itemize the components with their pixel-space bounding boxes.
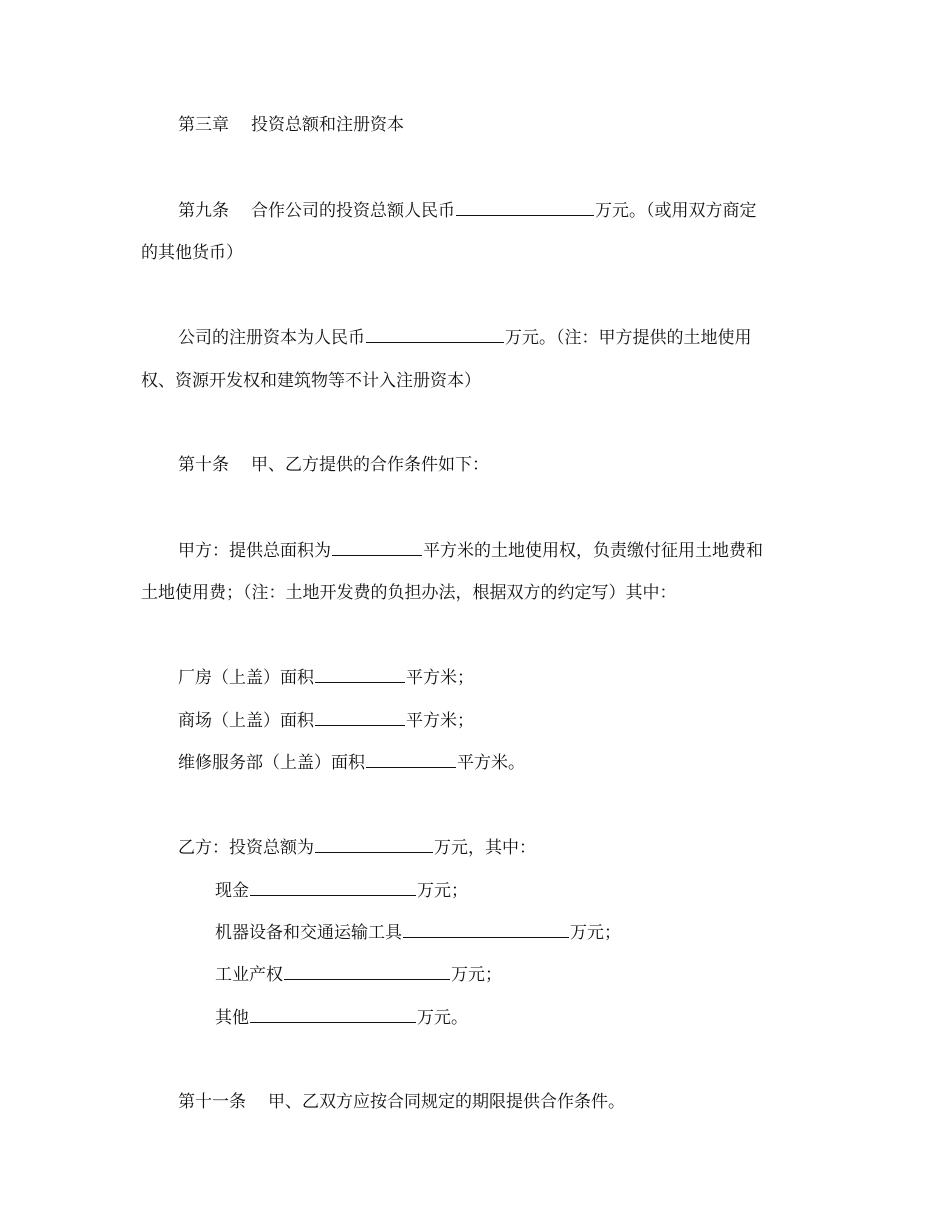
party-b-item-other bbox=[215, 1006, 468, 1029]
party-b-item-blank[interactable] bbox=[284, 963, 450, 980]
area-label: 维修服务部（上盖）面积 bbox=[178, 753, 365, 773]
article-10-number: 第十条 bbox=[178, 455, 229, 475]
party-b-item-label: 机器设备和交通运输工具 bbox=[215, 923, 402, 943]
article-9-text-c: 的其他货币） bbox=[141, 243, 243, 263]
party-a-line-2 bbox=[141, 582, 677, 604]
party-b-item-blank[interactable] bbox=[250, 879, 416, 896]
article-9-number: 第九条 bbox=[178, 201, 229, 221]
registered-capital-blank[interactable] bbox=[366, 326, 504, 343]
article-9-text-b: 万元。（或用双方商定 bbox=[595, 201, 757, 221]
party-b-text-a: 乙方：投资总额为 bbox=[178, 838, 314, 858]
area-blank[interactable] bbox=[315, 709, 405, 726]
party-b-item-blank[interactable] bbox=[250, 1006, 416, 1023]
party-b-item-label: 其他 bbox=[215, 1008, 249, 1028]
chapter-heading bbox=[178, 114, 404, 136]
area-label: 厂房（上盖）面积 bbox=[178, 668, 314, 688]
party-b-item-blank[interactable] bbox=[403, 921, 569, 938]
registered-capital-text-a: 公司的注册资本为人民币 bbox=[178, 328, 365, 348]
chapter-title: 投资总额和注册资本 bbox=[251, 115, 404, 135]
party-b-item-ip bbox=[215, 963, 502, 986]
party-b-item-cash bbox=[215, 879, 468, 902]
party-b-item-label: 现金 bbox=[215, 881, 249, 901]
article-9-text-a: 合作公司的投资总额人民币 bbox=[251, 201, 455, 221]
article-11-text: 甲、乙双方应按合同规定的期限提供合作条件。 bbox=[268, 1092, 625, 1112]
article-10-text: 甲、乙方提供的合作条件如下： bbox=[251, 455, 489, 475]
registered-capital-line-2 bbox=[141, 370, 481, 392]
chapter-number: 第三章 bbox=[178, 115, 229, 135]
land-area-blank[interactable] bbox=[332, 539, 422, 556]
party-a-text-a: 甲方：提供总面积为 bbox=[178, 541, 331, 561]
article-11-number: 第十一条 bbox=[178, 1092, 246, 1112]
party-b-item-unit: 万元； bbox=[570, 923, 621, 943]
party-b-total-blank[interactable] bbox=[315, 836, 433, 853]
area-item-mall bbox=[178, 709, 474, 732]
party-b-item-label: 工业产权 bbox=[215, 965, 283, 985]
party-b-item-equipment bbox=[215, 921, 621, 944]
area-item-service bbox=[178, 751, 525, 774]
registered-capital-text-c: 权、资源开发权和建筑物等不计入注册资本） bbox=[141, 371, 481, 391]
party-b-item-unit: 万元； bbox=[417, 881, 468, 901]
party-b-item-unit: 万元； bbox=[451, 965, 502, 985]
article-11 bbox=[178, 1091, 625, 1113]
article-9-line-1 bbox=[178, 199, 757, 222]
party-a-line-1 bbox=[178, 539, 763, 562]
registered-capital-text-b: 万元。（注：甲方提供的土地使用 bbox=[505, 328, 752, 348]
party-b-text-b: 万元，其中： bbox=[434, 838, 536, 858]
area-label: 商场（上盖）面积 bbox=[178, 711, 314, 731]
article-9-line-2 bbox=[141, 242, 243, 264]
area-item-factory bbox=[178, 666, 474, 689]
area-unit: 平方米； bbox=[406, 668, 474, 688]
area-blank[interactable] bbox=[366, 751, 456, 768]
article-10 bbox=[178, 454, 489, 476]
party-a-text-b: 平方米的土地使用权，负责缴付征用土地费和 bbox=[423, 541, 763, 561]
investment-total-blank[interactable] bbox=[456, 199, 594, 216]
party-a-text-c: 土地使用费；（注：土地开发费的负担办法，根据双方的约定写）其中： bbox=[141, 583, 677, 603]
area-unit: 平方米； bbox=[406, 711, 474, 731]
party-b-item-unit: 万元。 bbox=[417, 1008, 468, 1028]
registered-capital-line-1 bbox=[178, 326, 752, 349]
party-b-line bbox=[178, 836, 536, 859]
area-unit: 平方米。 bbox=[457, 753, 525, 773]
area-blank[interactable] bbox=[315, 666, 405, 683]
